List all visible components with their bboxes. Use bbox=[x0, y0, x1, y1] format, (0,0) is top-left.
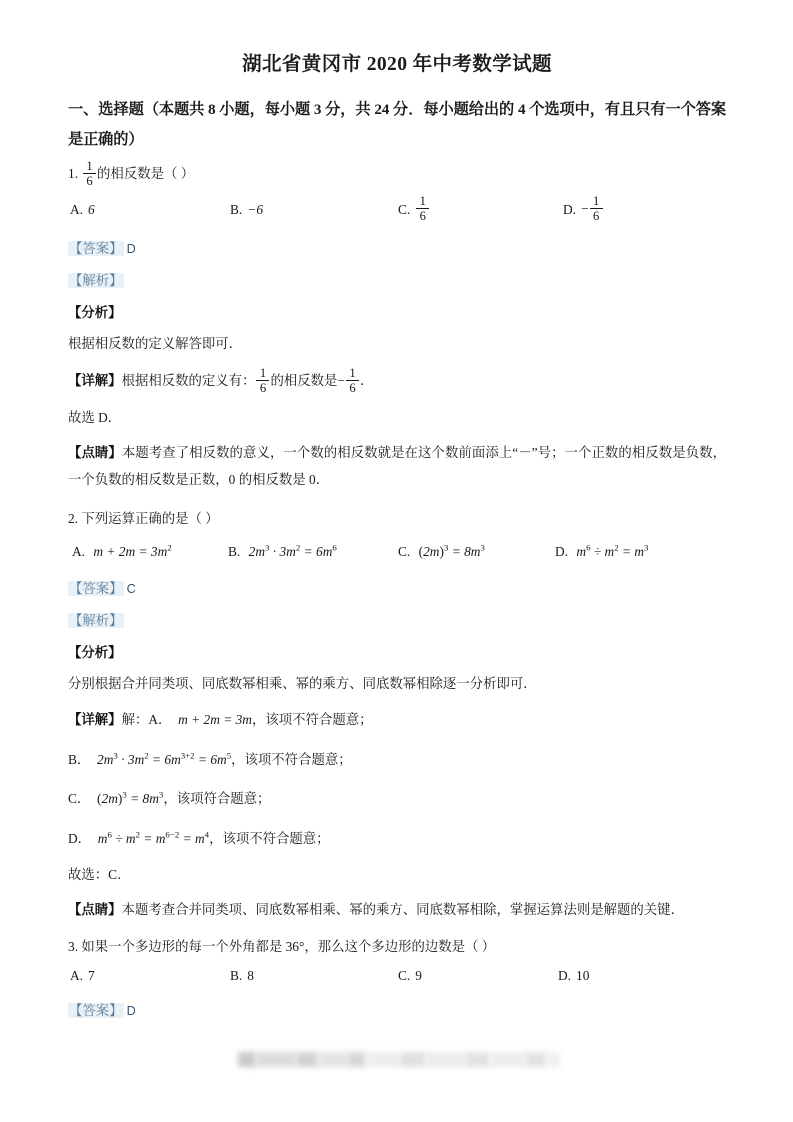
question-1-stem-text: 的相反数是（ ） bbox=[97, 165, 195, 181]
question-1-options bbox=[68, 191, 726, 229]
answer-tag: 【答案】 bbox=[69, 240, 123, 256]
xiangjie-fraction-1 bbox=[255, 367, 270, 396]
question-1-answer-letter: D bbox=[126, 241, 136, 256]
answer-tag: 【答案】 bbox=[69, 580, 123, 596]
question-1-stem bbox=[68, 160, 726, 189]
jiexi-tag: 【解析】 bbox=[69, 272, 123, 288]
question-2-fenxi-heading bbox=[68, 640, 726, 665]
fraction-denominator: 6 bbox=[592, 209, 600, 224]
fenxi-tag: 【分析】 bbox=[68, 645, 122, 661]
question-1-option-b[interactable] bbox=[230, 191, 263, 229]
option-value: 8 bbox=[247, 967, 254, 983]
option-value bbox=[415, 193, 430, 224]
fraction-numerator: 1 bbox=[419, 193, 426, 208]
question-1-option-d[interactable] bbox=[563, 191, 604, 229]
detail-b-math: $2m^3 \cdot 3m^2 = 6m^{3+2} = 6m^5$ bbox=[93, 750, 232, 767]
question-1-jiexi-block bbox=[68, 268, 726, 293]
option-value: $2m^3 \cdot 3m^2 = 6m^6$ bbox=[245, 542, 337, 559]
detail-b-tail: ，该项不符合题意； bbox=[231, 751, 352, 767]
question-1-xiangjie bbox=[68, 367, 726, 396]
option-label: B. bbox=[230, 967, 243, 983]
xiangjie-mid: 的相反数是 bbox=[270, 373, 338, 389]
detail-d-tail: ，该项不符合题意； bbox=[209, 830, 330, 846]
option-label: C. bbox=[398, 543, 411, 559]
question-1-fenxi-text: 根据相反数的定义解答即可． bbox=[68, 335, 243, 351]
option-value: 6 bbox=[88, 201, 95, 217]
option-label: D. bbox=[563, 201, 577, 217]
detail-c-label: C． bbox=[68, 791, 91, 807]
fraction-denominator: 6 bbox=[259, 381, 267, 396]
option-value bbox=[581, 193, 604, 224]
question-3-option-a[interactable] bbox=[70, 963, 95, 989]
detail-d-label: D． bbox=[68, 830, 92, 846]
question-3-option-c[interactable] bbox=[398, 963, 422, 989]
question-1-option-c[interactable] bbox=[398, 191, 430, 229]
option-value: −6 bbox=[247, 201, 264, 217]
option-label: D. bbox=[558, 967, 572, 983]
option-value: $m^6 \div m^2 = m^3$ bbox=[573, 542, 649, 559]
fenxi-tag: 【分析】 bbox=[68, 305, 122, 321]
xiangjie-end: ． bbox=[359, 373, 374, 389]
option-label: A. bbox=[72, 543, 86, 559]
question-3-option-d[interactable] bbox=[558, 963, 589, 989]
detail-c-tail: ，该项符合题意； bbox=[163, 791, 271, 807]
question-2-answer-letter: C bbox=[126, 581, 136, 596]
option-label: A. bbox=[70, 201, 84, 217]
option-label: D. bbox=[555, 543, 569, 559]
document-content bbox=[68, 52, 726, 1029]
option-value: 9 bbox=[415, 967, 422, 983]
option-value: 10 bbox=[576, 967, 590, 983]
option-label: B. bbox=[230, 201, 243, 217]
option-label: A. bbox=[70, 967, 84, 983]
option-value: $m + 2m = 3m^2$ bbox=[90, 542, 172, 559]
question-2-jiexi-block bbox=[68, 608, 726, 633]
section-heading: 一、选择题（本题共 8 小题，每小题 3 分，共 24 分．每小题给出的 4 个选项中，有且只有一个答案是正确的） bbox=[68, 101, 726, 148]
negative-sign: − bbox=[581, 200, 589, 216]
option-value: $(2m)^3 = 8m^3$ bbox=[418, 542, 485, 559]
fraction-denominator: 6 bbox=[86, 174, 93, 189]
question-1-option-a[interactable] bbox=[70, 191, 95, 229]
question-2-option-b[interactable] bbox=[228, 535, 337, 569]
question-2-option-a[interactable] bbox=[72, 535, 172, 569]
detail-a-tail: ，该项不符合题意； bbox=[251, 712, 373, 728]
detail-lead: 解：A． bbox=[121, 712, 172, 728]
question-1-dianjing bbox=[68, 439, 726, 494]
question-3-answer-block bbox=[68, 998, 726, 1024]
question-2-detail-d bbox=[68, 825, 726, 852]
jiexi-tag: 【解析】 bbox=[69, 612, 123, 628]
question-2-conclusion: 故选：C． bbox=[68, 867, 131, 883]
fraction-denominator: 6 bbox=[349, 381, 356, 396]
page-title: 湖北省黄冈市 2020 年中考数学试题 bbox=[242, 54, 552, 75]
dianjing-tag: 【点睛】 bbox=[68, 901, 122, 917]
question-2-number: 2. bbox=[68, 511, 79, 527]
detail-d-math: $m^6 \div m^2 = m^{6-2} = m^4$ bbox=[94, 829, 210, 846]
detail-a-math: m + 2m = 3m bbox=[174, 712, 252, 728]
question-2-fenxi-text: 分别根据合并同类项、同底数幂相乘、幂的乘方、同底数幂相除逐一分析即可． bbox=[68, 675, 537, 691]
fraction-numerator: 1 bbox=[349, 365, 356, 380]
question-2-stem bbox=[68, 505, 726, 532]
dianjing-text: 本题考查了相反数的意义，一个数的相反数就是在这个数前面添上“－”号；一个正数的相反数是负数，一个负数的相反数是正数，0 的相反数是 0． bbox=[68, 444, 727, 487]
fraction-numerator: 1 bbox=[259, 365, 267, 380]
detail-b-label: B． bbox=[68, 751, 91, 767]
fraction-numerator: 1 bbox=[86, 158, 93, 173]
question-3-number: 3. bbox=[68, 939, 79, 955]
option-label: C. bbox=[398, 201, 411, 217]
question-2-option-c[interactable] bbox=[398, 535, 485, 569]
xiangjie-lead: 根据相反数的定义有： bbox=[121, 373, 256, 389]
question-2-answer-block bbox=[68, 576, 726, 602]
question-2-option-d[interactable] bbox=[555, 535, 648, 569]
question-2-stem-text: 下列运算正确的是（ ） bbox=[81, 511, 219, 527]
question-2-detail-b bbox=[68, 746, 726, 773]
question-3-options bbox=[68, 963, 726, 991]
question-2-detail-c bbox=[68, 785, 726, 812]
dianjing-tag: 【点睛】 bbox=[68, 444, 122, 460]
question-3-option-b[interactable] bbox=[230, 963, 254, 989]
question-2-detail-a bbox=[68, 706, 726, 733]
redacted-watermark bbox=[238, 1052, 560, 1070]
xiangjie-tag: 【详解】 bbox=[68, 373, 122, 389]
question-2-options bbox=[68, 535, 726, 569]
question-1-fenxi-heading bbox=[68, 300, 726, 325]
answer-tag: 【答案】 bbox=[69, 1002, 123, 1018]
fraction-numerator: 1 bbox=[592, 193, 600, 208]
option-value: 7 bbox=[88, 967, 95, 983]
fraction-denominator: 6 bbox=[419, 209, 426, 224]
question-1-fraction bbox=[82, 160, 97, 189]
detail-c-math: $(2m)^3 = 8m^3$ bbox=[97, 789, 164, 807]
option-label: B. bbox=[228, 543, 241, 559]
dianjing-text: 本题考查合并同类项、同底数幂相乘、幂的乘方、同底数幂相除，掌握运算法则是解题的关键． bbox=[121, 901, 684, 917]
question-2-dianjing bbox=[68, 896, 726, 923]
xiangjie-tag: 【详解】 bbox=[68, 712, 122, 728]
option-label: C. bbox=[398, 967, 411, 983]
question-3-stem-text: 如果一个多边形的每一个外角都是 36°，那么这个多边形的边数是（ ） bbox=[81, 939, 496, 955]
xiangjie-fraction-2: − $\frac{1}{6}$ bbox=[337, 367, 360, 396]
question-1-number: 1. bbox=[68, 165, 79, 181]
question-1-answer-block bbox=[68, 236, 726, 262]
question-1-conclusion: 故选 D． bbox=[68, 410, 122, 426]
question-3-stem bbox=[68, 933, 726, 960]
question-3-answer-letter: D bbox=[126, 1003, 136, 1018]
